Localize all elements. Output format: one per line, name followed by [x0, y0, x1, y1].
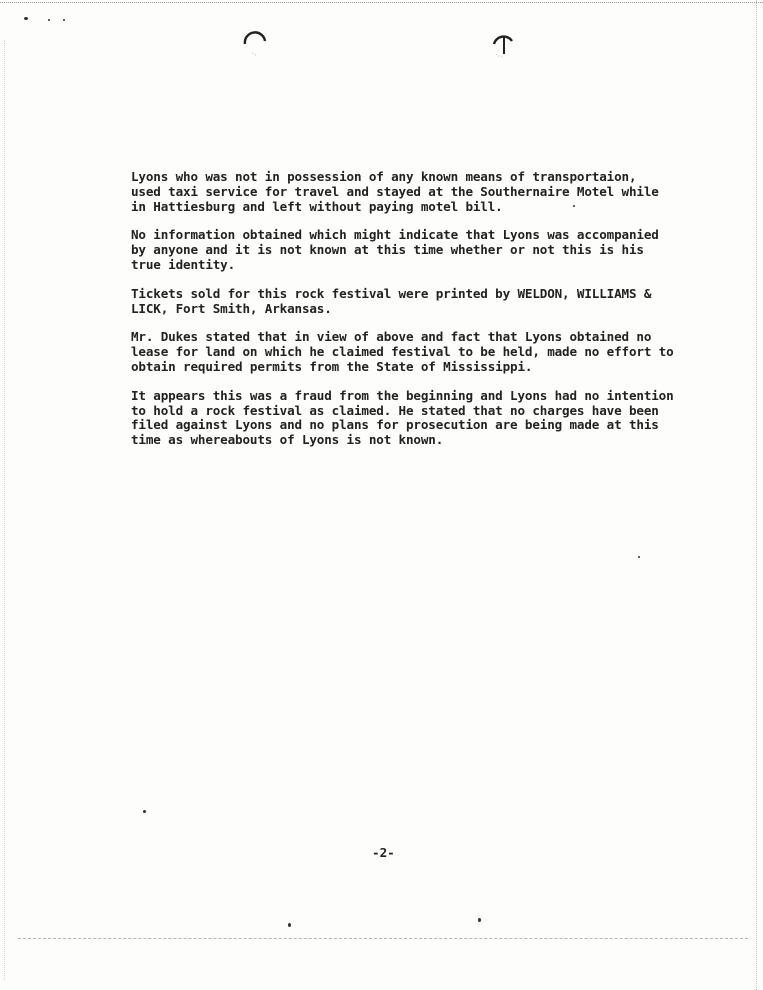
paragraph-identity: No information obtained which might indicate that Lyons was accompanied by anyone and it is not known at this time whether or not this is his true identity. [131, 227, 659, 272]
paragraph-fraud: It appears this was a fraud from the beginning and Lyons had no intention to hold a rock festival as claimed. He stated that no charges have been filed against Lyons and no plans for prosecution are being made at this time as whereabouts of Lyons is not known. [131, 387, 674, 448]
punch-hole-mark-right [490, 32, 516, 58]
scan-edge-top [0, 2, 763, 3]
scan-edge-right [756, 0, 757, 990]
scan-speck [478, 918, 481, 922]
paragraph-tickets: Tickets sold for this rock festival were printed by WELDON, WILLIAMS & LICK, Fort Smith, Arkansas. [131, 285, 652, 316]
scan-speck [48, 19, 50, 21]
scan-edge-left [4, 40, 5, 980]
page-number: -2- [372, 845, 395, 860]
scan-speck [63, 19, 65, 21]
scan-edge-bottom [18, 938, 748, 939]
paragraph-permits: Mr. Dukes stated that in view of above and fact that Lyons obtained no lease for land on which he claimed festival to be held, made no effort to obtain required permits from the State of Mississippi. [131, 329, 674, 374]
paragraph-transportation: Lyons who was not in possession of any known means of transportaion, used taxi service for travel and stayed at the Southernaire Motel while in Hattiesburg and left without paying motel bill. [131, 169, 659, 214]
scan-speck [288, 923, 291, 927]
scan-speck [24, 17, 28, 20]
scan-speck [638, 556, 640, 558]
punch-hole-mark-left [242, 30, 268, 56]
scan-speck [143, 810, 146, 813]
memo-body [131, 170, 691, 462]
